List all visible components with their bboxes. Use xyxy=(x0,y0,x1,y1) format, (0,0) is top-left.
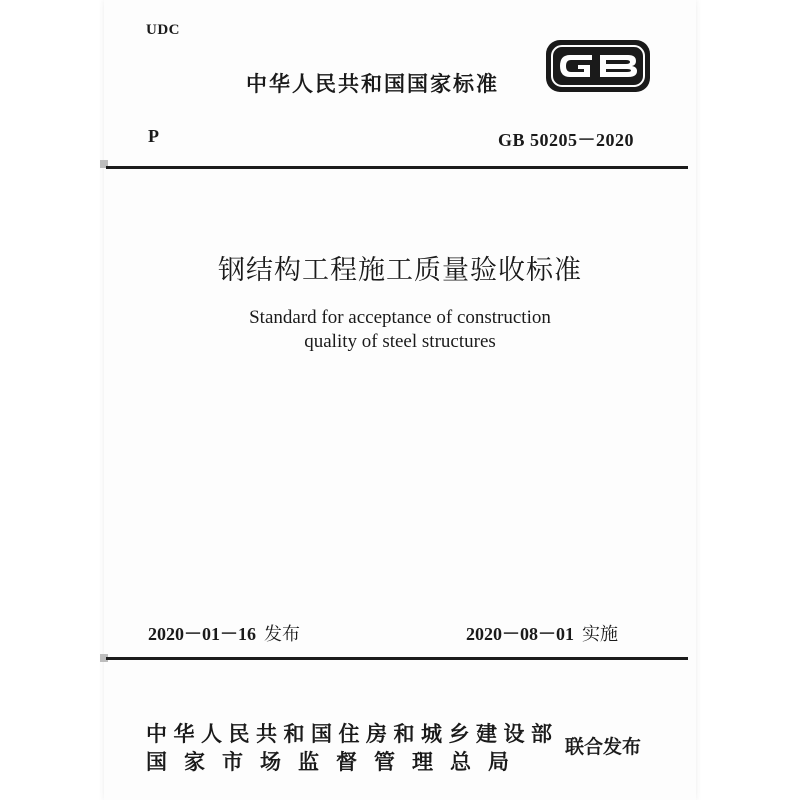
implement-label: 实施 xyxy=(582,624,618,645)
title-english-line2: quality of steel structures xyxy=(304,331,496,352)
issuer-line2: 国家市场监督管理总局 xyxy=(146,750,526,774)
implement-date xyxy=(466,620,618,646)
title-english-line1: Standard for acceptance of construction xyxy=(249,307,551,328)
standard-cover xyxy=(104,0,696,800)
standard-type: 中华人民共和国国家标准 xyxy=(246,72,499,96)
top-rule xyxy=(106,166,688,169)
gb-logo-icon xyxy=(544,38,652,94)
title-chinese: 钢结构工程施工质量验收标准 xyxy=(218,255,582,286)
issue-label: 发布 xyxy=(264,624,300,645)
bottom-rule xyxy=(106,657,688,660)
joint-issue-label: 联合发布 xyxy=(565,736,642,758)
issue-date xyxy=(148,620,300,646)
issuer-line1: 中华人民共和国住房和城乡建设部 xyxy=(146,722,559,746)
category-code: P xyxy=(148,126,159,146)
issue-date-value: 2020－01－16 xyxy=(148,624,256,644)
implement-date-value: 2020－08－01 xyxy=(466,624,574,644)
udc-label: UDC xyxy=(146,22,180,38)
standard-number: GB 50205－2020 xyxy=(498,130,635,150)
